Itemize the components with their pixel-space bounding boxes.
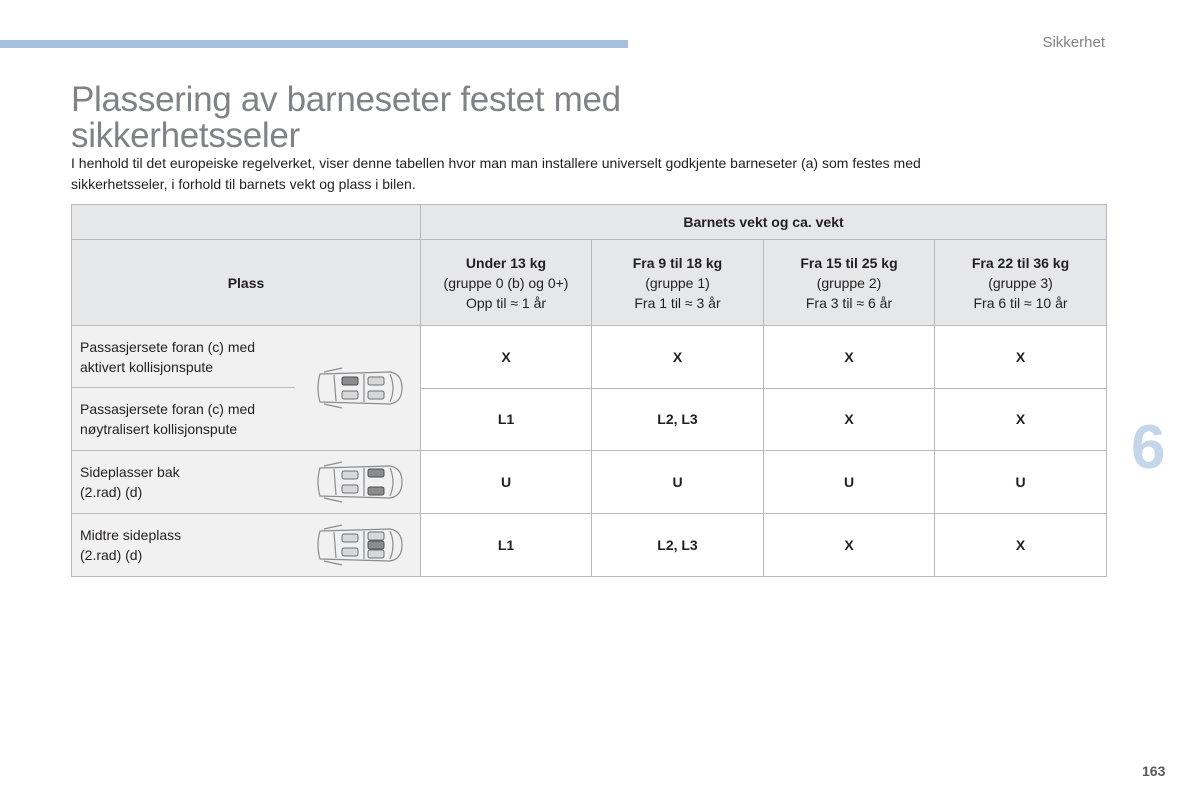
table-cell: X <box>764 388 935 451</box>
table-cell: X <box>592 326 764 389</box>
intro-paragraph <box>71 153 1071 195</box>
section-title: Sikkerhet <box>1042 34 1105 51</box>
table-cell: X <box>764 514 935 577</box>
car-rear-side-seats-icon <box>312 460 404 504</box>
row-label: Sideplasser bak (2.rad) (d) <box>80 464 180 500</box>
page-title <box>71 82 831 154</box>
table-cell: X <box>764 326 935 389</box>
table-row <box>72 388 1107 451</box>
table-cell: X <box>935 326 1107 389</box>
page-number: 163 <box>1142 763 1166 779</box>
place-column-header: Plass <box>72 240 421 326</box>
row-label: Midtre sideplass (2.rad) (d) <box>80 527 182 563</box>
intro-line-1: I henhold til det europeiske regelverket, viser denne tabellen hvor man man installere universelt godkjente barneseter (a) som festes med <box>71 155 921 171</box>
table-cell: U <box>592 451 764 514</box>
table-row <box>72 326 1107 389</box>
table-cell: L1 <box>421 388 592 451</box>
column-header-3 <box>764 240 935 326</box>
table-cell: X <box>935 514 1107 577</box>
table-cell: U <box>764 451 935 514</box>
column-title: Fra 22 til 36 kg <box>971 254 1070 271</box>
column-title: Fra 15 til 25 kg <box>800 254 898 271</box>
table-cell: X <box>935 388 1107 451</box>
column-header-4 <box>935 240 1107 326</box>
column-age: Fra 6 til ≈ 10 år <box>973 294 1068 311</box>
table-header-blank <box>72 205 421 240</box>
column-group: (gruppe 3) <box>988 274 1053 291</box>
page-title-line-1: Plassering av barneseter festet med <box>71 80 621 119</box>
table-cell: U <box>935 451 1107 514</box>
table-row <box>72 451 1107 514</box>
table-cell: L1 <box>421 514 592 577</box>
table-cell: U <box>421 451 592 514</box>
column-title: Fra 9 til 18 kg <box>632 254 723 271</box>
column-group: (gruppe 2) <box>816 274 882 291</box>
column-header-2 <box>592 240 764 326</box>
weight-super-header: Barnets vekt og ca. vekt <box>421 205 1107 240</box>
car-front-passenger-seat-icon <box>312 366 404 410</box>
row-label-cell <box>72 451 421 514</box>
column-group: (gruppe 1) <box>645 274 710 291</box>
table-cell: X <box>421 326 592 389</box>
column-age: Opp til ≈ 1 år <box>465 294 547 311</box>
row-label: Passasjersete foran (c) med aktivert kollisjonspute <box>80 339 256 375</box>
row-label: Passasjersete foran (c) med nøytralisert kollisjonspute <box>80 401 256 437</box>
column-age: Fra 1 til ≈ 3 år <box>634 294 721 311</box>
table-cell: L2, L3 <box>592 514 764 577</box>
table-row <box>72 514 1107 577</box>
column-group: (gruppe 0 (b) og 0+) <box>443 274 569 291</box>
car-rear-middle-seat-icon <box>312 523 404 567</box>
child-seat-table <box>71 204 1107 577</box>
page-title-line-2: sikkerhetsseler <box>71 116 300 155</box>
table-cell: L2, L3 <box>592 388 764 451</box>
header-accent-bar <box>0 40 628 48</box>
row-label-cell <box>72 388 421 451</box>
column-header-1 <box>421 240 592 326</box>
intro-line-2: sikkerhetsseler, i forhold til barnets vekt og plass i bilen. <box>71 176 416 192</box>
column-title: Under 13 kg <box>465 254 547 271</box>
row-label-cell <box>72 514 421 577</box>
chapter-number: 6 <box>1131 413 1166 482</box>
column-age: Fra 3 til ≈ 6 år <box>805 294 893 311</box>
